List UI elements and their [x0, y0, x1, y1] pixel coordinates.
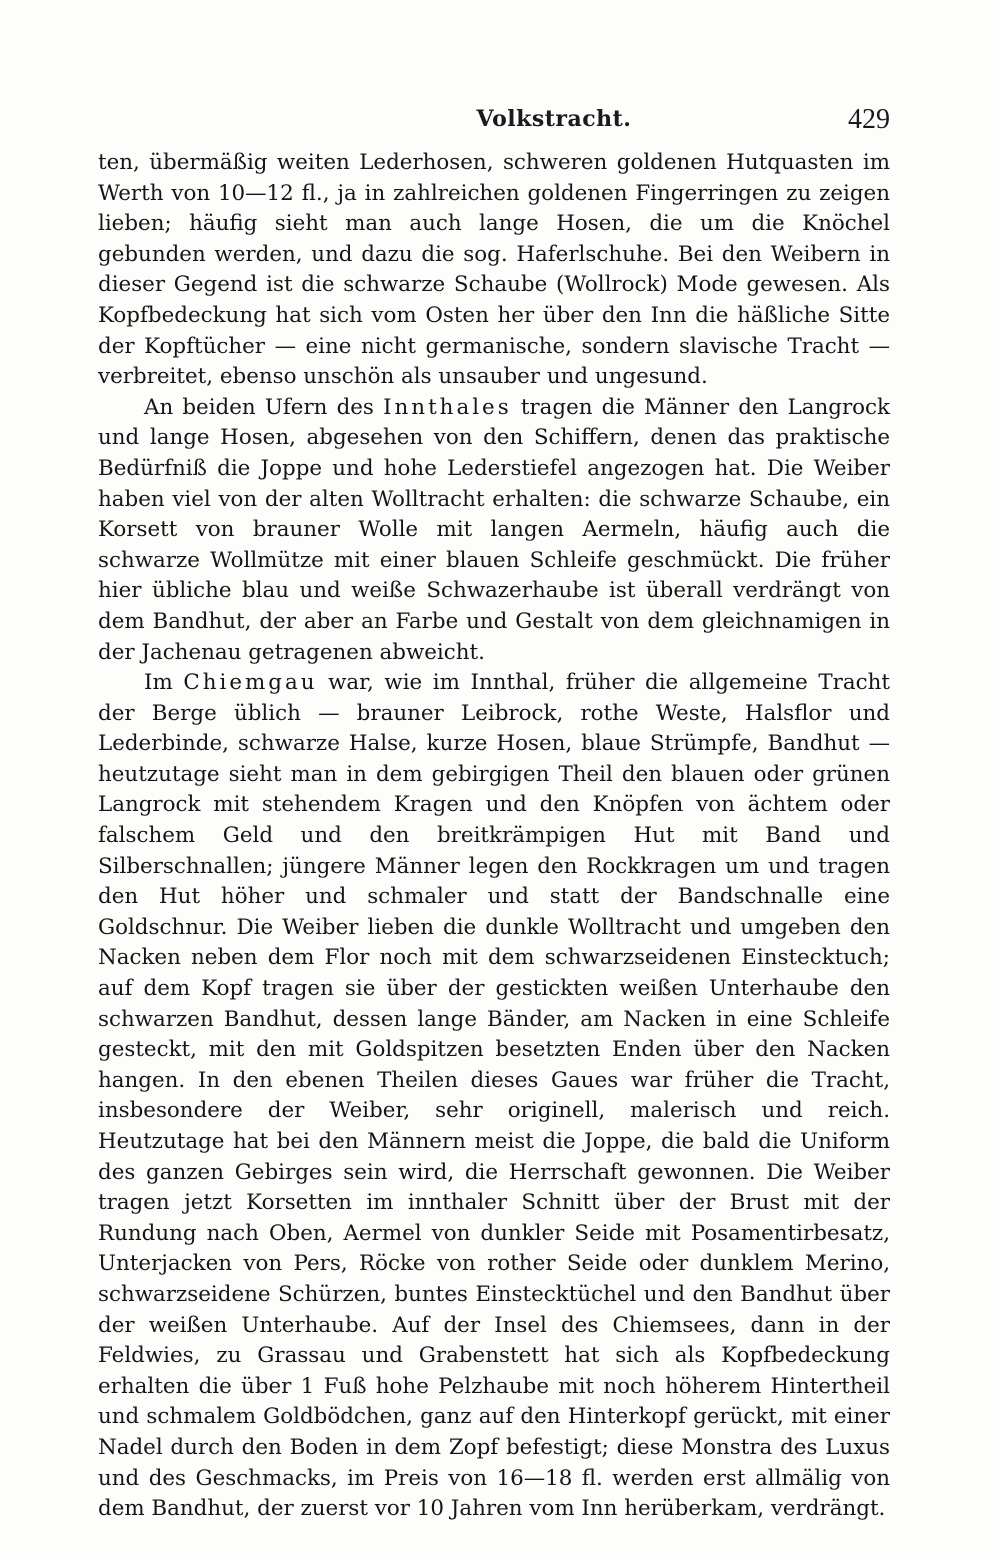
emphasis-chiemgau: Chiemgau [183, 670, 318, 696]
paragraph-3-text: war, wie im Innthal, früher die allgemeine Tracht der Berge üblich — brauner Leibrock, rothe Weste, Halsflor und Lederbinde, schwarze Halse, kurze Hosen, blaue Strümpfe, Bandhut — heutzutage sieht man in dem gebirgigen Theil den blauen oder grünen Langrock mit stehendem Kragen und den Knöpfen von ächtem oder falschem Geld und den breitkrämpigen Hut mit Band und Silberschnallen; jüngere Männer legen den Rockkragen um und tragen den Hut höher und schmaler und statt der Bandschnalle eine Goldschnur. Die Weiber lieben die dunkle Wolltracht und umgeben den Nacken neben dem Flor noch mit dem schwarzseidenen Einstecktuch; auf dem Kopf tragen sie über der gestickten weißen Unterhaube den schwarzen Bandhut, dessen lange Bänder, am Nacken in eine Schleife gesteckt, mit den mit Goldspitzen besetzten Enden über den Nacken hangen. In den ebenen Theilen dieses Gaues war früher die Tracht, insbesondere der Weiber, sehr originell, malerisch und reich. Heutzutage hat bei den Männern meist die Joppe, die bald die Uniform des ganzen Gebirges sein wird, die Herrschaft gewonnen. Die Weiber tragen jetzt Korsetten im innthaler Schnitt über der Brust mit der Rundung nach Oben, Aermel von dunkler Seide mit Posamentirbesatz, Unterjacken von Pers, Röcke von rother Seide oder dunklem Merino, schwarzseidene Schürzen, buntes Einstecktüchel und den Bandhut über der weißen Unterhaube. Auf der Insel des Chiemsees, dann in der Feldwies, zu Grassau und Grabenstett hat sich als Kopfbedeckung erhalten die über 1 Fuß hohe Pelzhaube mit noch höherem Hintertheil und schmalem Goldbödchen, ganz auf den Hinterkopf gerückt, mit einer Nadel durch den Boden in dem Zopf befestigt; diese Monstra des Luxus und des Geschmacks, im Preis von 16—18 fl. werden erst allmälig von dem Bandhut, der zuerst vor 10 Jahren vom Inn herüberkam, verdrängt. [98, 670, 890, 1522]
paragraph-2-lead: An beiden Ufern des [144, 394, 384, 420]
paragraph-innthal [98, 393, 890, 668]
paragraph-3-lead: Im [144, 670, 184, 696]
emphasis-innthales: Innthales [383, 394, 512, 420]
paragraph-1-text: ten, übermäßig weiten Lederhosen, schweren goldenen Hutquasten im Werth von 10—12 fl., ja in zahlreichen goldenen Fingerringen zu zeigen lieben; häufig sieht man auch lange Hosen, die um die Knöchel gebunden werden, und dazu die sog. Haferlschuhe. Bei den Weibern in dieser Gegend ist die schwarze Schaube (Wollrock) Mode gewesen. Als Kopfbedeckung hat sich vom Osten her über den Inn die häßliche Sitte der Kopftücher — eine nicht germanische, sondern slavische Tracht — verbreitet, ebenso unschön als unsauber und ungesund. [98, 150, 890, 390]
running-head [98, 104, 890, 144]
paragraph-2-text: tragen die Männer den Langrock und lange Hosen, abgesehen von den Schiffern, denen das praktische Bedürfniß die Joppe und hohe Lederstiefel angezogen hat. Die Weiber haben viel von der alten Wolltracht erhalten: die schwarze Schaube, ein Korsett von brauner Wolle mit langen Aermeln, häufig auch die schwarze Wollmütze mit einer blauen Schleife geschmückt. Die früher hier übliche blau und weiße Schwazerhaube ist überall verdrängt von dem Bandhut, der aber an Farbe und Gestalt von dem gleichnamigen in der Jachenau getragenen abweicht. [98, 394, 890, 665]
running-title: Volkstracht. [476, 106, 632, 132]
body-text [98, 148, 890, 1525]
paragraph-continuation [98, 148, 890, 393]
page-number: 429 [848, 104, 890, 135]
paragraph-chiemgau [98, 668, 890, 1525]
